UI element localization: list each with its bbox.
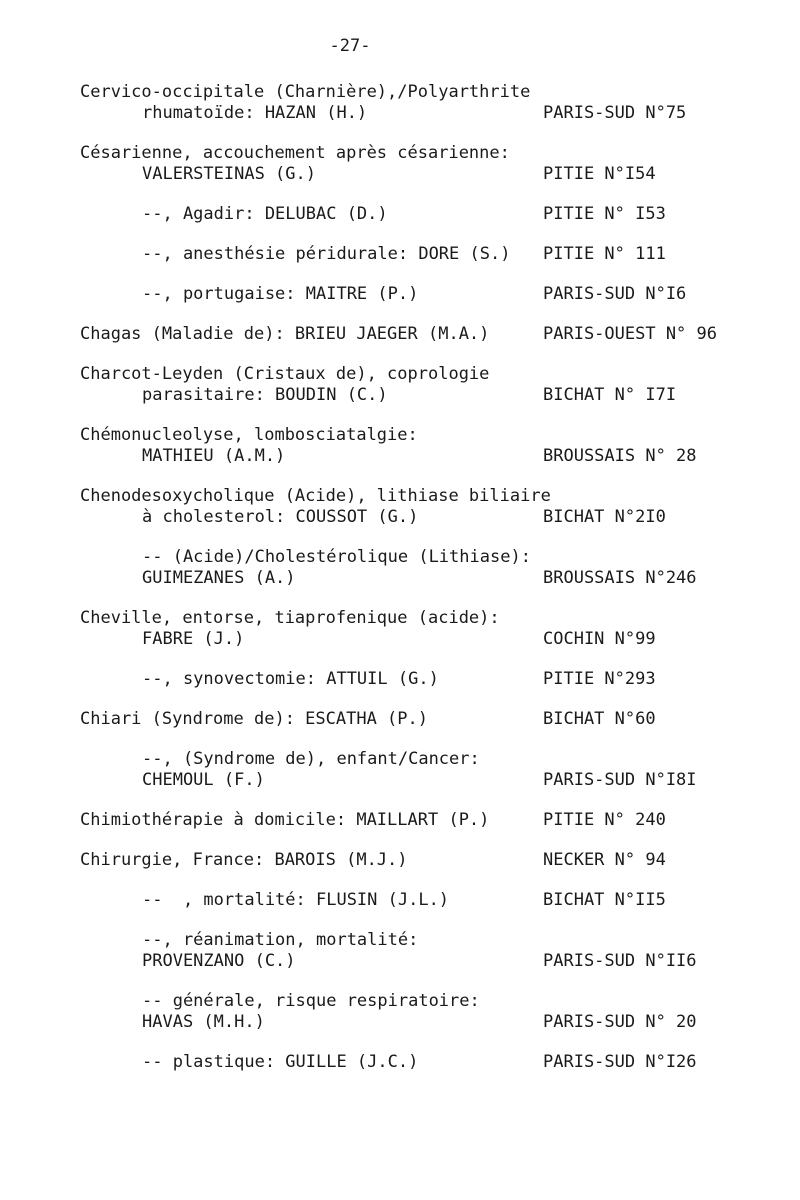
entry-line: --, anesthésie péridurale: DORE (S.) [142,244,511,264]
entry-line: -- (Acide)/Cholestérolique (Lithiase): [142,547,531,567]
entry-line: Chenodesoxycholique (Acide), lithiase biliaire [80,486,551,506]
index-entry [80,324,760,345]
entry-line: Chiari (Syndrome de): ESCATHA (P.) [80,709,428,729]
entry-reference: PITIE N°I54 [543,164,656,184]
entry-reference: PARIS-SUD N°I6 [543,284,687,304]
index-entry [80,425,760,467]
entry-line: GUIMEZANES (A.) [142,568,296,588]
index-entry [80,82,760,124]
entry-reference: PARIS-OUEST N° 96 [543,324,717,344]
entry-line: --, Agadir: DELUBAC (D.) [142,204,388,224]
entry-reference: BICHAT N° I7I [543,385,677,405]
entry-reference: PITIE N° I53 [543,204,666,224]
index-entry [80,709,760,730]
entry-line: --, portugaise: MAITRE (P.) [142,284,419,304]
entry-reference: PARIS-SUD N°75 [543,103,687,123]
entry-reference: BICHAT N°II5 [543,890,666,910]
index-entry [80,547,760,589]
page-number: -27- [329,36,371,56]
entry-reference: PITIE N° 111 [543,244,666,264]
index-entry [80,669,760,690]
entry-line: Cervico-occipitale (Charnière),/Polyarthrite [80,82,531,102]
entry-reference: COCHIN N°99 [543,629,656,649]
index-entries [80,82,760,1092]
entry-reference: PARIS-SUD N°I26 [543,1052,697,1072]
entry-line: --, (Syndrome de), enfant/Cancer: [142,749,480,769]
entry-line: FABRE (J.) [142,629,245,649]
entry-reference: PARIS-SUD N° 20 [543,1012,697,1032]
entry-line: Chagas (Maladie de): BRIEU JAEGER (M.A.) [80,324,490,344]
entry-line: à cholesterol: COUSSOT (G.) [142,507,419,527]
entry-reference: BROUSSAIS N° 28 [543,446,697,466]
entry-reference: PITIE N° 240 [543,810,666,830]
entry-line: -- générale, risque respiratoire: [142,991,480,1011]
index-entry [80,486,760,528]
index-entry [80,810,760,831]
index-entry [80,608,760,650]
entry-line: -- plastique: GUILLE (J.C.) [142,1052,419,1072]
entry-reference: BROUSSAIS N°246 [543,568,697,588]
entry-line: Chirurgie, France: BAROIS (M.J.) [80,850,408,870]
entry-line: MATHIEU (A.M.) [142,446,286,466]
entry-line: PROVENZANO (C.) [142,951,296,971]
entry-line: HAVAS (M.H.) [142,1012,265,1032]
entry-line: Chémonucleolyse, lombosciatalgie: [80,425,418,445]
index-entry [80,991,760,1033]
entry-reference: PARIS-SUD N°II6 [543,951,697,971]
index-entry [80,143,760,185]
index-entry [80,204,760,225]
entry-reference: PITIE N°293 [543,669,656,689]
index-entry [80,1052,760,1073]
entry-line: Cheville, entorse, tiaprofenique (acide): [80,608,500,628]
entry-line: -- , mortalité: FLUSIN (J.L.) [142,890,450,910]
entry-line: Césarienne, accouchement après césarienne: [80,143,510,163]
index-entry [80,850,760,871]
index-entry [80,930,760,972]
entry-reference: BICHAT N°2I0 [543,507,666,527]
entry-reference: BICHAT N°60 [543,709,656,729]
entry-line: parasitaire: BOUDIN (C.) [142,385,388,405]
index-entry [80,749,760,791]
entry-line: VALERSTEINAS (G.) [142,164,316,184]
entry-line: Chimiothérapie à domicile: MAILLART (P.) [80,810,490,830]
entry-line: CHEMOUL (F.) [142,770,265,790]
entry-line: Charcot-Leyden (Cristaux de), coprologie [80,364,490,384]
entry-line: --, synovectomie: ATTUIL (G.) [142,669,439,689]
entry-line: --, réanimation, mortalité: [142,930,419,950]
index-entry [80,284,760,305]
index-entry [80,364,760,406]
index-entry [80,890,760,911]
index-entry [80,244,760,265]
entry-reference: NECKER N° 94 [543,850,666,870]
entry-line: rhumatoïde: HAZAN (H.) [142,103,368,123]
entry-reference: PARIS-SUD N°I8I [543,770,697,790]
